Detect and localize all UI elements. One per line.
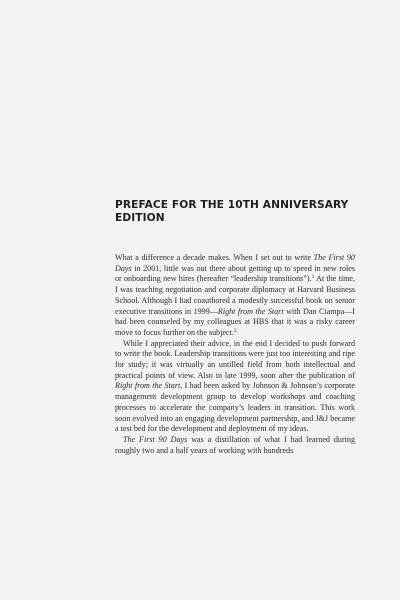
book-title-italic: Right from the Start — [115, 381, 181, 391]
paragraph-3 — [115, 435, 355, 456]
text-segment: , I had been asked by Johnson & Johnson’s corporate management development group to develop workshops and coaching processes to accelerate the company’s leaders in transition. This work soon evolved into an engaging development partnership, and J&J became a test bed for the development and deployment of my ideas. — [115, 381, 355, 434]
book-title-italic: The First 90 Days — [115, 253, 355, 273]
text-segment: in 2001, little was out there about getting up to speed in new roles or onboarding new hires (hereafter “leadership transitions”). — [115, 263, 355, 284]
paragraph-2 — [115, 339, 355, 435]
book-title-italic: Right from the Start — [217, 306, 284, 316]
chapter-heading-line-2: EDITION — [115, 212, 165, 224]
text-segment: While I appreciated their advice, in the end I decided to push forward to write the book. Leadership transitions were just too interesting and ripe for study; it was virtually an untilled field from both intellectual and practical points of view. Also in late 1999, soon after the publication of — [115, 338, 355, 380]
text-segment: with Dan Ciampa—I had been counseled by my colleagues at HBS that it was a risky career move to focus further on the subject. — [115, 306, 355, 337]
chapter-heading — [115, 199, 355, 225]
chapter-heading-line-1: PREFACE FOR THE 10TH ANNIVERSARY — [115, 199, 349, 211]
book-title-italic: The First 90 Days — [123, 434, 188, 444]
text-segment: At the time, I was teaching negotiation and corporate diplomacy at Harvard Business School. Although I had coauthored a modestly successful book on senior executive transitions in 1999— — [115, 274, 355, 316]
text-segment: What a difference a decade makes. When I set out to write — [115, 253, 314, 262]
footnote-ref-2: 2 — [233, 327, 237, 334]
body-text — [115, 253, 355, 456]
text-segment: was a distillation of what I had learned during roughly two and a half years of working with hundreds — [115, 434, 355, 455]
paragraph-1 — [115, 253, 355, 339]
footnote-ref-1: 1 — [311, 274, 315, 281]
